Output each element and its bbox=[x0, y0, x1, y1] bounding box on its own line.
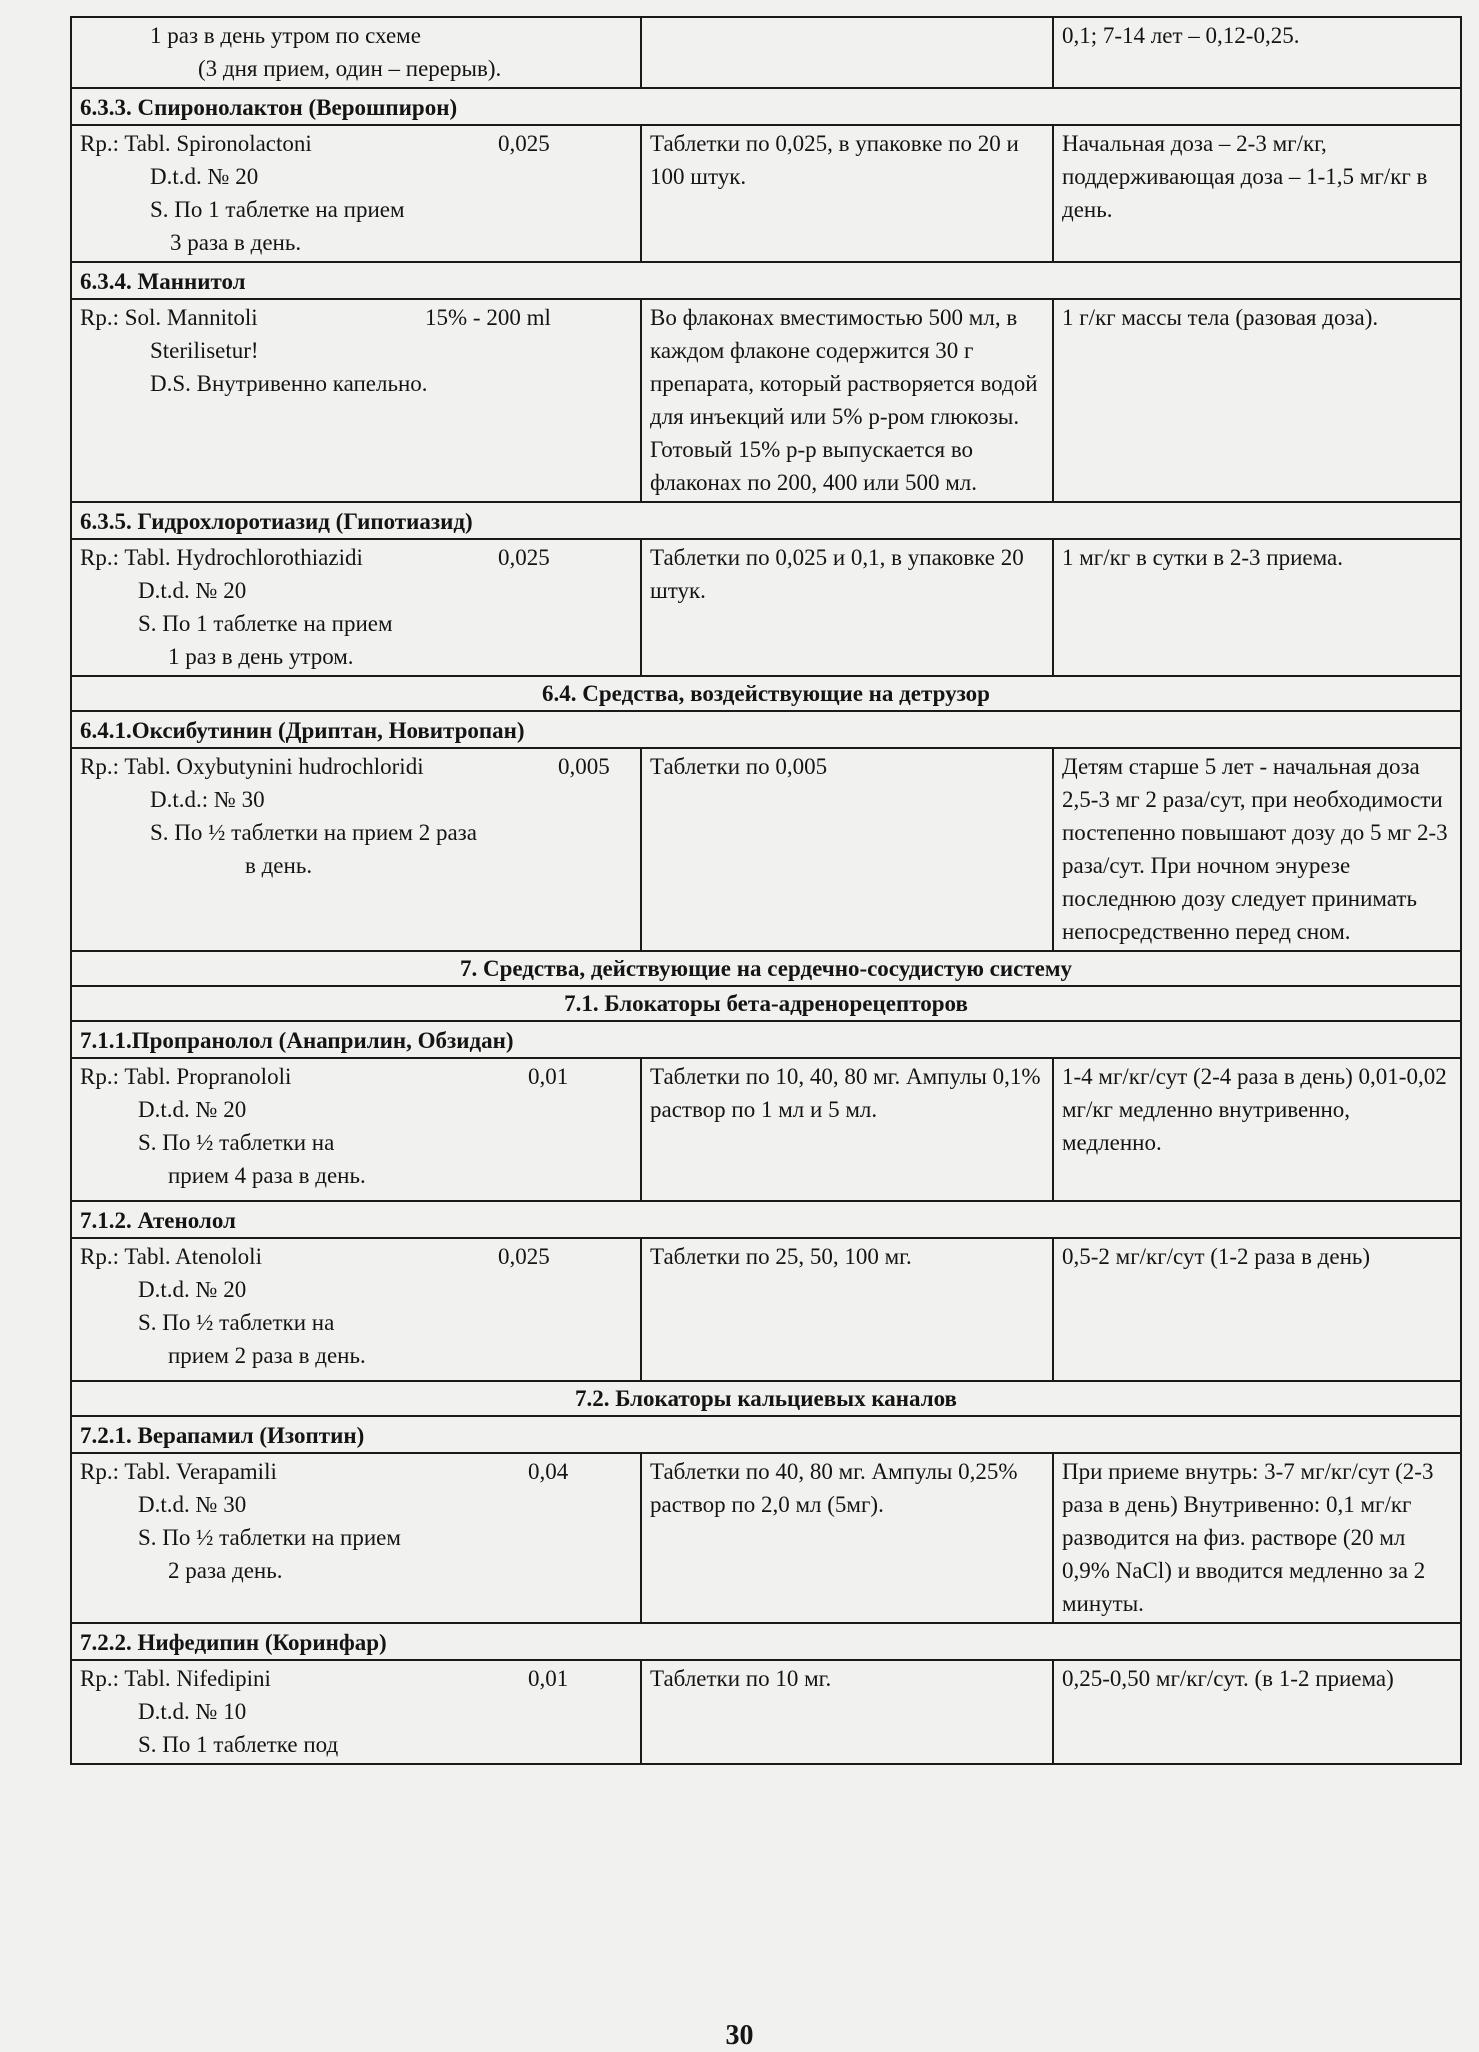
section-heading: 7. Средства, действующие на сердечно-сосудистую систему bbox=[71, 951, 1461, 986]
drug-heading-row bbox=[71, 1416, 1461, 1453]
recipe-line: прием 2 раза в день. bbox=[168, 1343, 366, 1368]
recipe-line bbox=[80, 1662, 632, 1695]
recipe-rp: Rp.: Tabl. Propranololi bbox=[80, 1064, 292, 1089]
recipe-line: 3 раза в день. bbox=[170, 230, 302, 255]
recipe-rp: Rp.: Tabl. Verapamili bbox=[80, 1459, 277, 1484]
recipe-cell bbox=[71, 748, 641, 951]
recipe-line: D.t.d. № 20 bbox=[150, 164, 259, 189]
prescription-table bbox=[70, 16, 1462, 1765]
recipe-line: D.t.d.: № 30 bbox=[150, 787, 265, 812]
dosage-cell: 1 г/кг массы тела (разовая доза). bbox=[1053, 299, 1461, 502]
dosage-cell: Начальная доза – 2-3 мг/кг, поддерживающая доза – 1-1,5 мг/кг в день. bbox=[1053, 125, 1461, 262]
page-number: 30 bbox=[725, 2020, 754, 2051]
dosage-cell: 0,1; 7-14 лет – 0,12-0,25. bbox=[1053, 17, 1461, 88]
drug-heading-row bbox=[71, 88, 1461, 125]
recipe-line bbox=[80, 127, 632, 160]
drug-heading: 7.1.1.Пропранолол (Анаприлин, Обзидан) bbox=[71, 1021, 1461, 1058]
recipe-line: D.S. Внутривенно капельно. bbox=[150, 371, 428, 396]
dosage-cell: 1 мг/кг в сутки в 2-3 приема. bbox=[1053, 539, 1461, 676]
recipe-rp: Rp.: Tabl. Oxybutynini hudrochloridi bbox=[80, 754, 424, 779]
drug-heading-row bbox=[71, 262, 1461, 299]
form-cell: Таблетки по 0,005 bbox=[641, 748, 1053, 951]
form-cell: Таблетки по 0,025 и 0,1, в упаковке 20 штук. bbox=[641, 539, 1053, 676]
table-row bbox=[71, 17, 1461, 88]
recipe-dose: 0,01 bbox=[528, 1064, 569, 1089]
drug-heading: 6.4.1.Оксибутинин (Дриптан, Новитропан) bbox=[71, 711, 1461, 748]
dosage-cell: 1-4 мг/кг/сут (2-4 раза в день) 0,01-0,02 мг/кг медленно внутривенно, медленно. bbox=[1053, 1058, 1461, 1201]
drug-heading: 6.3.3. Спиронолактон (Верошпирон) bbox=[71, 88, 1461, 125]
section-row bbox=[71, 986, 1461, 1021]
recipe-cell bbox=[71, 539, 641, 676]
recipe-cell bbox=[71, 1453, 641, 1623]
recipe-line: 1 раз в день утром. bbox=[168, 644, 354, 669]
drug-heading: 6.3.4. Маннитол bbox=[71, 262, 1461, 299]
form-cell: Во флаконах вместимостью 500 мл, в каждом флаконе содержится 30 г препарата, который растворяется водой для инъекций или 5% р-ром глюкозы. Готовый 15% р-р выпускается во флаконах по 200, 400 или 500 мл. bbox=[641, 299, 1053, 502]
form-cell: Таблетки по 25, 50, 100 мг. bbox=[641, 1238, 1053, 1381]
recipe-cell bbox=[71, 299, 641, 502]
table-row bbox=[71, 125, 1461, 262]
recipe-cell bbox=[71, 125, 641, 262]
drug-heading-row bbox=[71, 1021, 1461, 1058]
section-heading: 7.1. Блокаторы бета-адренорецепторов bbox=[71, 986, 1461, 1021]
drug-heading: 6.3.5. Гидрохлоротиазид (Гипотиазид) bbox=[71, 502, 1461, 539]
recipe-cell bbox=[71, 1238, 641, 1381]
recipe-dose: 0,01 bbox=[528, 1666, 569, 1691]
recipe-cell bbox=[71, 1058, 641, 1201]
dosage-cell: 0,25-0,50 мг/кг/сут. (в 1-2 приема) bbox=[1053, 1660, 1461, 1764]
recipe-line: Sterilisetur! bbox=[150, 338, 259, 363]
table-row bbox=[71, 1453, 1461, 1623]
recipe-line: (3 дня прием, один – перерыв). bbox=[198, 56, 502, 81]
document-page bbox=[70, 16, 1460, 1765]
recipe-rp: Rp.: Tabl. Nifedipini bbox=[80, 1666, 271, 1691]
dosage-cell: 0,5-2 мг/кг/сут (1-2 раза в день) bbox=[1053, 1238, 1461, 1381]
recipe-dose: 15% - 200 ml bbox=[425, 305, 551, 330]
drug-heading-row bbox=[71, 711, 1461, 748]
recipe-line: в день. bbox=[245, 853, 313, 878]
form-cell: Таблетки по 40, 80 мг. Ампулы 0,25% раствор по 2,0 мл (5мг). bbox=[641, 1453, 1053, 1623]
table-row bbox=[71, 1238, 1461, 1381]
recipe-line: D.t.d. № 20 bbox=[138, 1277, 247, 1302]
drug-heading: 7.1.2. Атенолол bbox=[71, 1201, 1461, 1238]
section-row bbox=[71, 676, 1461, 711]
section-row bbox=[71, 1381, 1461, 1416]
recipe-line bbox=[80, 541, 632, 574]
recipe-line: S. По ½ таблетки на bbox=[138, 1310, 335, 1335]
recipe-dose: 0,025 bbox=[498, 131, 550, 156]
dosage-cell: При приеме внутрь: 3-7 мг/кг/сут (2-3 раза в день) Внутривенно: 0,1 мг/кг разводится на физ. растворе (20 мл 0,9% NaCl) и вводится медленно за 2 минуты. bbox=[1053, 1453, 1461, 1623]
section-heading: 7.2. Блокаторы кальциевых каналов bbox=[71, 1381, 1461, 1416]
recipe-line: D.t.d. № 20 bbox=[138, 578, 247, 603]
form-cell: Таблетки по 0,025, в упаковке по 20 и 100 штук. bbox=[641, 125, 1053, 262]
recipe-line: S. По ½ таблетки на прием bbox=[138, 1525, 401, 1550]
recipe-line bbox=[80, 1455, 632, 1488]
table-row bbox=[71, 748, 1461, 951]
table-row bbox=[71, 1058, 1461, 1201]
dosage-cell: Детям старше 5 лет - начальная доза 2,5-3 мг 2 раза/сут, при необходимости постепенно повышают дозу до 5 мг 2-3 раза/сут. При ночном энурезе последнюю дозу следует принимать непосредственно перед сном. bbox=[1053, 748, 1461, 951]
drug-heading-row bbox=[71, 1623, 1461, 1660]
form-cell: Таблетки по 10 мг. bbox=[641, 1660, 1053, 1764]
recipe-line: прием 4 раза в день. bbox=[168, 1163, 366, 1188]
recipe-line: S. По 1 таблетке на прием bbox=[150, 197, 405, 222]
recipe-line bbox=[80, 301, 632, 334]
recipe-dose: 0,04 bbox=[528, 1459, 569, 1484]
drug-heading: 7.2.1. Верапамил (Изоптин) bbox=[71, 1416, 1461, 1453]
drug-heading-row bbox=[71, 1201, 1461, 1238]
recipe-line: S. По ½ таблетки на прием 2 раза bbox=[150, 820, 477, 845]
drug-heading: 7.2.2. Нифедипин (Коринфар) bbox=[71, 1623, 1461, 1660]
recipe-rp: Rp.: Tabl. Spironolactoni bbox=[80, 131, 312, 156]
table-row bbox=[71, 299, 1461, 502]
form-cell: Таблетки по 10, 40, 80 мг. Ампулы 0,1% раствор по 1 мл и 5 мл. bbox=[641, 1058, 1053, 1201]
recipe-line: 2 раза день. bbox=[168, 1558, 283, 1583]
recipe-line bbox=[80, 1060, 632, 1093]
table-row bbox=[71, 1660, 1461, 1764]
recipe-line: 1 раз в день утром по схеме bbox=[150, 23, 421, 48]
recipe-line: S. По 1 таблетке под bbox=[138, 1732, 339, 1757]
recipe-dose: 0,025 bbox=[498, 1244, 550, 1269]
recipe-cell bbox=[71, 17, 641, 88]
section-heading: 6.4. Средства, воздействующие на детрузор bbox=[71, 676, 1461, 711]
recipe-cell bbox=[71, 1660, 641, 1764]
recipe-line: D.t.d. № 30 bbox=[138, 1492, 247, 1517]
drug-heading-row bbox=[71, 502, 1461, 539]
section-row bbox=[71, 951, 1461, 986]
recipe-line bbox=[80, 1240, 632, 1273]
recipe-dose: 0,005 bbox=[558, 754, 610, 779]
recipe-line bbox=[80, 750, 632, 783]
form-cell bbox=[641, 17, 1053, 88]
recipe-dose: 0,025 bbox=[498, 545, 550, 570]
table-row bbox=[71, 539, 1461, 676]
recipe-line: D.t.d. № 10 bbox=[138, 1699, 247, 1724]
recipe-rp: Rp.: Tabl. Atenololi bbox=[80, 1244, 262, 1269]
recipe-line: S. По 1 таблетке на прием bbox=[138, 611, 393, 636]
recipe-line: S. По ½ таблетки на bbox=[138, 1130, 335, 1155]
recipe-rp: Rp.: Tabl. Hydrochlorothiazidi bbox=[80, 545, 363, 570]
recipe-line: D.t.d. № 20 bbox=[138, 1097, 247, 1122]
recipe-rp: Rp.: Sol. Mannitoli bbox=[80, 305, 258, 330]
